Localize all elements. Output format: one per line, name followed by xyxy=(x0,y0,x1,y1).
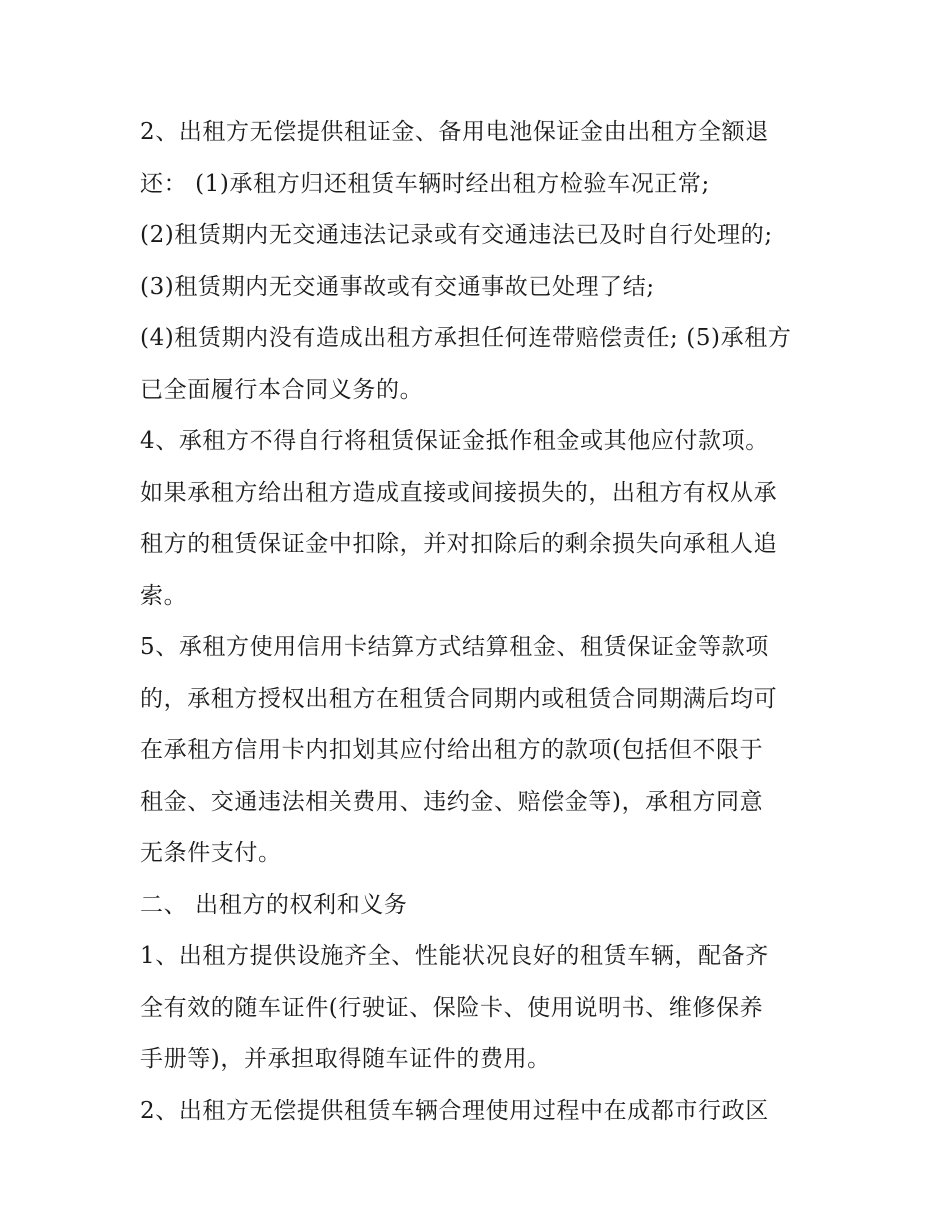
text-line: 在承租方信用卡内扣划其应付给出租方的款项(包括但不限于 xyxy=(140,737,764,763)
text-line: 2、出租方无偿提供租证金、备用电池保证金由出租方全额退 xyxy=(140,119,769,145)
text-line: 索。 xyxy=(140,582,188,609)
text-line: 2、出租方无偿提供租赁车辆合理使用过程中在成都市行政区 xyxy=(140,1097,769,1124)
text-line: 的，承租方授权出租方在租赁合同期内或租赁合同期满后均可 xyxy=(140,685,778,712)
text-line: 还： (1)承租方归还租赁车辆时经出租方检验车况正常; xyxy=(140,170,710,197)
text-line: 手册等)，并承担取得随车证件的费用。 xyxy=(140,1046,551,1072)
text-line: 4、承租方不得自行将租赁保证金抵作租金或其他应付款项。 xyxy=(140,428,769,454)
text-line: 已全面履行本合同义务的。 xyxy=(140,376,424,403)
text-line: 无条件支付。 xyxy=(140,840,282,866)
text-line: 全有效的随车证件(行驶证、保险卡、使用说明书、维修保养 xyxy=(140,994,764,1021)
text-line: 租方的租赁保证金中扣除，并对扣除后的剩余损失向承租人追 xyxy=(140,531,778,557)
text-line: (4)租赁期内没有造成出租方承担任何连带赔偿责任; (5)承租方 xyxy=(140,325,792,351)
text-line: 如果承租方给出租方造成直接或间接损失的，出租方有权从承 xyxy=(140,479,778,506)
document-body xyxy=(140,107,820,1137)
text-line: 1、出租方提供设施齐全、性能状况良好的租赁车辆，配备齐 xyxy=(140,943,769,969)
text-line: (3)租赁期内无交通事故或有交通事故已处理了结; xyxy=(140,273,655,300)
text-line: 租金、交通违法相关费用、违约金、赔偿金等)，承租方同意 xyxy=(140,788,764,815)
text-line: (2)租赁期内无交通违法记录或有交通违法已及时自行处理的; xyxy=(140,222,773,248)
text-line: 5、承租方使用信用卡结算方式结算租金、租赁保证金等款项 xyxy=(140,634,769,660)
section-heading: 二、 出租方的权利和义务 xyxy=(140,891,408,918)
